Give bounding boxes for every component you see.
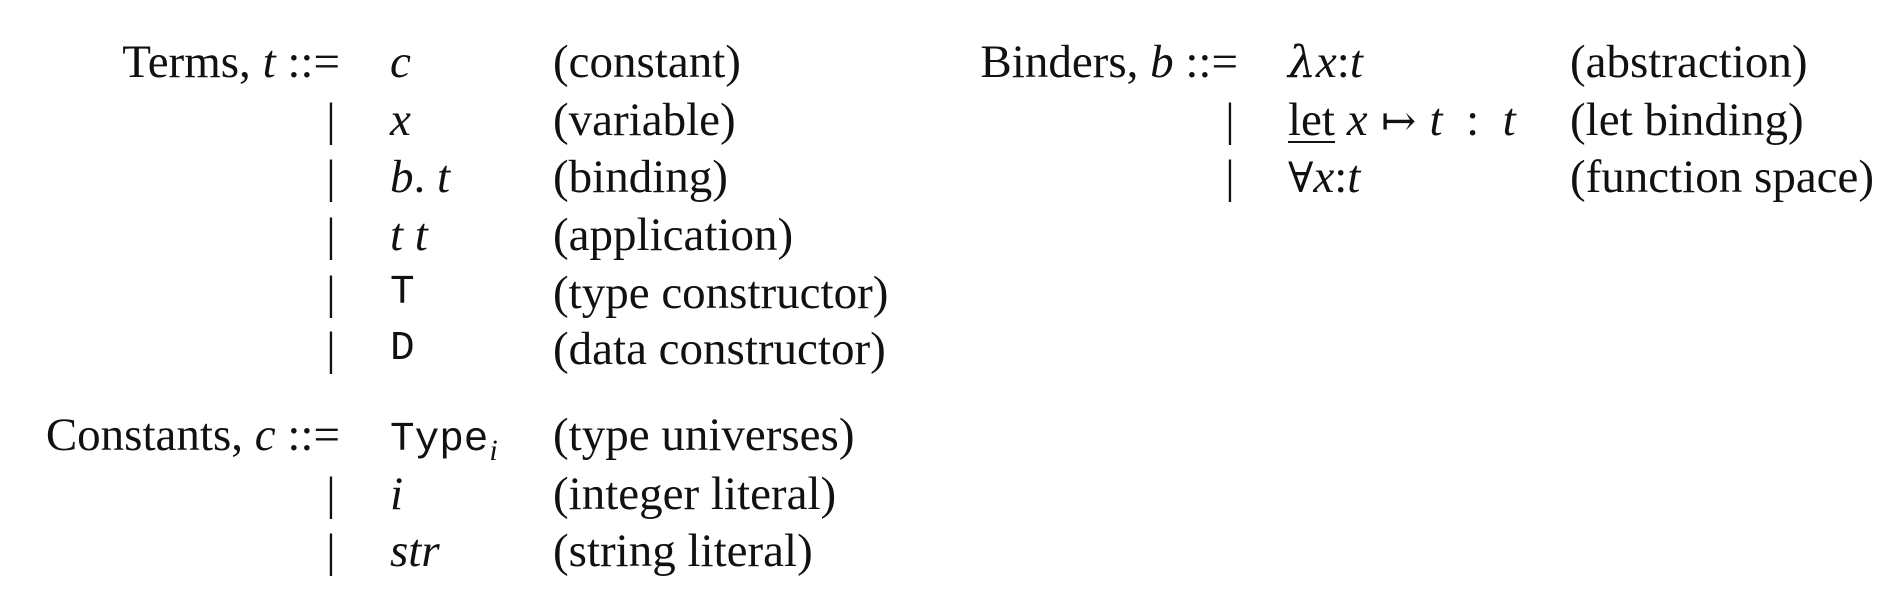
forall-symbol: ∀ [1288,153,1314,202]
terms-def-symbol: ::= [275,36,340,88]
mapsto-arrow-icon: ↦ [1367,96,1430,145]
binders-def-symbol: ::= [1173,36,1238,88]
forall-type: t [1347,151,1361,203]
term-form-application: t t [390,209,428,261]
binders-label: Binders, [980,36,1151,88]
constant-alt-bar-string: | [326,525,336,577]
binder-form-abstraction [1288,33,1363,91]
binders-metavar: b [1150,36,1174,88]
term-form-binding [390,148,450,206]
term-form-variable: x [390,94,411,146]
constants-production-head [0,406,340,464]
binder-alt-bar-let: | [1225,94,1235,146]
term-desc-binding: (binding) [553,151,728,203]
term-desc-application: (application) [553,209,794,261]
terms-metavar: t [262,36,276,88]
abstraction-type: t [1349,36,1363,88]
let-var: x [1346,94,1368,146]
term-alt-bar-variable: | [326,94,336,146]
constants-label: Constants, [45,409,255,461]
constant-form-integer: i [390,468,404,520]
let-colon: : [1442,94,1503,146]
binder-desc-let: (let binding) [1570,94,1804,146]
constant-desc-string: (string literal) [553,525,813,577]
binder-form-let [1288,91,1516,149]
let-type: t [1502,94,1516,146]
lambda-symbol: λ [1288,37,1316,88]
term-desc-variable: (variable) [553,94,736,146]
constant-form-type-universe [390,406,498,467]
term-form-type-constructor: T [390,270,415,316]
term-desc-data-constructor: (data constructor) [553,323,886,375]
constants-metavar: c [254,409,276,461]
constants-def-symbol: ::= [275,409,340,461]
constant-form-string: str [390,525,440,577]
term-alt-bar-data-constructor: | [326,323,336,375]
binding-body-var: t [437,151,451,203]
forall-var: x [1313,151,1335,203]
terms-label: Terms, [122,36,263,88]
constant-alt-bar-integer: | [326,468,336,520]
binder-alt-bar-function-space: | [1225,151,1235,203]
universe-level-subscript: i [489,434,498,467]
binders-production-head [900,33,1238,91]
term-desc-type-constructor: (type constructor) [553,267,889,319]
let-keyword: let [1288,94,1335,146]
term-alt-bar-type-constructor: | [326,267,336,319]
term-form-data-constructor: D [390,326,415,372]
term-form-constant: c [390,36,411,88]
binder-form-function-space [1288,148,1360,206]
binding-binder-var: b [390,151,414,203]
abstraction-colon: : [1336,36,1350,88]
term-desc-constant: (constant) [553,36,741,88]
type-keyword: Type [390,417,489,463]
binding-dot: . [413,151,437,203]
terms-production-head [40,33,340,91]
let-value: t [1429,94,1443,146]
binder-desc-abstraction: (abstraction) [1570,36,1808,88]
constant-desc-type-universe: (type universes) [553,409,855,461]
forall-colon: : [1334,151,1348,203]
term-alt-bar-application: | [326,209,336,261]
constant-desc-integer: (integer literal) [553,468,837,520]
binder-desc-function-space: (function space) [1570,151,1875,203]
term-alt-bar-binding: | [326,151,336,203]
abstraction-var: x [1315,36,1337,88]
